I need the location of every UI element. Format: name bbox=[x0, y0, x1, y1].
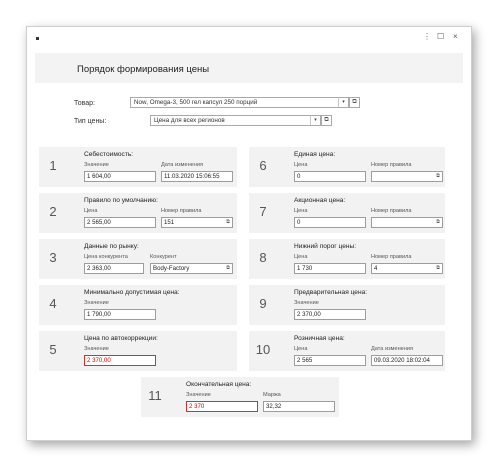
preliminary-price-input[interactable]: 2 370,00 bbox=[294, 309, 366, 320]
price-type-dropdown-icon[interactable]: ▾ bbox=[310, 116, 320, 125]
field-label: Цена bbox=[294, 254, 308, 260]
product-open-button[interactable]: ⧉ bbox=[349, 97, 360, 108]
default-rule-value: 151 bbox=[164, 219, 175, 226]
field-label: Номер правила bbox=[371, 208, 412, 214]
min-price-input[interactable]: 1 790,00 bbox=[84, 309, 156, 320]
default-rule-input[interactable] bbox=[161, 217, 233, 228]
single-rule-input[interactable] bbox=[371, 171, 443, 182]
cost-value-input[interactable]: 1 604,00 bbox=[84, 171, 156, 182]
autocorrection-price-input[interactable]: 2 370,00 bbox=[84, 355, 156, 366]
maximize-icon[interactable]: ☐ bbox=[437, 32, 445, 41]
price-formation-window bbox=[26, 26, 472, 441]
step-card-lower-threshold bbox=[249, 239, 445, 279]
step-title: Единая цена: bbox=[294, 151, 336, 158]
promo-price-input[interactable]: 0 bbox=[294, 217, 366, 228]
window-app-icon bbox=[36, 37, 39, 40]
step-title: Акционная цена: bbox=[294, 197, 346, 204]
open-competitor-icon[interactable]: ⧉ bbox=[226, 265, 230, 271]
step-card-min-price bbox=[39, 285, 237, 325]
step-card-market-data bbox=[39, 239, 237, 279]
threshold-price-input[interactable]: 1 730 bbox=[294, 263, 366, 274]
field-label: Значение bbox=[84, 300, 109, 306]
step-card-promo-price bbox=[249, 193, 445, 233]
step-title: Цена по автокоррекции: bbox=[84, 335, 158, 342]
step-number: 7 bbox=[259, 204, 267, 219]
product-value: Now, Omega-3, 500 гел капсул 250 порций bbox=[134, 99, 258, 106]
price-type-open-button[interactable]: ⧉ bbox=[321, 115, 332, 126]
field-label: Значение bbox=[186, 392, 211, 398]
step-card-single-price bbox=[249, 147, 445, 187]
field-label: Цена bbox=[294, 162, 308, 168]
field-label: Цена bbox=[294, 346, 308, 352]
open-rule-icon[interactable]: ⧉ bbox=[436, 265, 440, 271]
step-card-retail-price bbox=[249, 331, 445, 371]
step-card-autocorrection bbox=[39, 331, 237, 371]
window-header bbox=[35, 53, 463, 83]
more-menu-icon[interactable]: ⋮ bbox=[423, 32, 431, 41]
cost-date-input[interactable]: 11.03.2020 15:06:55 bbox=[161, 171, 233, 182]
step-number: 4 bbox=[49, 296, 57, 311]
field-label: Дата изменения bbox=[161, 162, 204, 168]
step-number: 6 bbox=[259, 158, 267, 173]
product-select[interactable] bbox=[130, 97, 349, 108]
single-price-input[interactable]: 0 bbox=[294, 171, 366, 182]
retail-price-input[interactable]: 2 565 bbox=[294, 355, 366, 366]
product-dropdown-icon[interactable]: ▾ bbox=[338, 98, 348, 107]
open-rule-icon[interactable]: ⧉ bbox=[436, 173, 440, 179]
threshold-rule-input[interactable] bbox=[371, 263, 443, 274]
field-label: Номер правила bbox=[161, 208, 202, 214]
field-label: Значение bbox=[84, 346, 109, 352]
competitor-value: Body-Factory bbox=[153, 265, 190, 272]
step-title: Окончательная цена: bbox=[186, 381, 252, 388]
field-label: Номер правила bbox=[371, 162, 412, 168]
step-title: Минимально допустимая цена: bbox=[84, 289, 180, 296]
competitor-price-input[interactable]: 2 363,00 bbox=[84, 263, 144, 274]
page-title: Порядок формирования цены bbox=[77, 64, 210, 75]
step-number: 8 bbox=[259, 250, 267, 265]
step-number: 10 bbox=[255, 342, 271, 357]
field-label: Значение bbox=[84, 162, 109, 168]
product-label: Товар: bbox=[74, 100, 95, 107]
step-number: 3 bbox=[49, 250, 57, 265]
field-label: Цена конкурента bbox=[84, 254, 128, 260]
step-card-cost bbox=[39, 147, 237, 187]
retail-date-input[interactable]: 09.03.2020 18:02:04 bbox=[371, 355, 443, 366]
field-label: Конкурент bbox=[150, 254, 177, 260]
step-number: 9 bbox=[259, 296, 267, 311]
field-label: Цена bbox=[84, 208, 98, 214]
step-title: Данные по рынку: bbox=[84, 243, 139, 250]
price-type-value: Цена для всех регионов bbox=[154, 117, 225, 124]
step-number: 1 bbox=[49, 158, 57, 173]
final-price-input[interactable]: 2 370 bbox=[186, 401, 258, 412]
step-number: 2 bbox=[49, 204, 57, 219]
field-label: Значение bbox=[294, 300, 319, 306]
price-type-label: Тип цены: bbox=[74, 118, 107, 125]
step-number: 11 bbox=[148, 388, 162, 403]
step-card-default-rule bbox=[39, 193, 237, 233]
step-title: Себестоимость: bbox=[84, 151, 134, 158]
field-label: Дата изменения bbox=[371, 346, 414, 352]
threshold-rule-value: 4 bbox=[374, 265, 378, 272]
price-type-select[interactable] bbox=[150, 115, 321, 126]
step-card-preliminary-price bbox=[249, 285, 445, 325]
step-title: Правило по умолчанию: bbox=[84, 197, 158, 204]
step-title: Розничная цена: bbox=[294, 335, 345, 342]
default-price-input[interactable]: 2 565,00 bbox=[84, 217, 156, 228]
step-title: Нижний порог цены: bbox=[294, 243, 357, 250]
step-title: Предварительная цена: bbox=[294, 289, 368, 296]
field-label: Маржа bbox=[263, 392, 281, 398]
margin-input[interactable]: 32,32 bbox=[263, 401, 335, 412]
step-number: 5 bbox=[49, 342, 57, 357]
field-label: Номер правила bbox=[371, 254, 412, 260]
step-card-final-price bbox=[141, 377, 339, 417]
promo-rule-input[interactable] bbox=[371, 217, 443, 228]
open-rule-icon[interactable]: ⧉ bbox=[226, 219, 230, 225]
close-icon[interactable]: × bbox=[453, 32, 458, 41]
field-label: Цена bbox=[294, 208, 308, 214]
open-rule-icon[interactable]: ⧉ bbox=[436, 219, 440, 225]
competitor-input[interactable] bbox=[150, 263, 233, 274]
